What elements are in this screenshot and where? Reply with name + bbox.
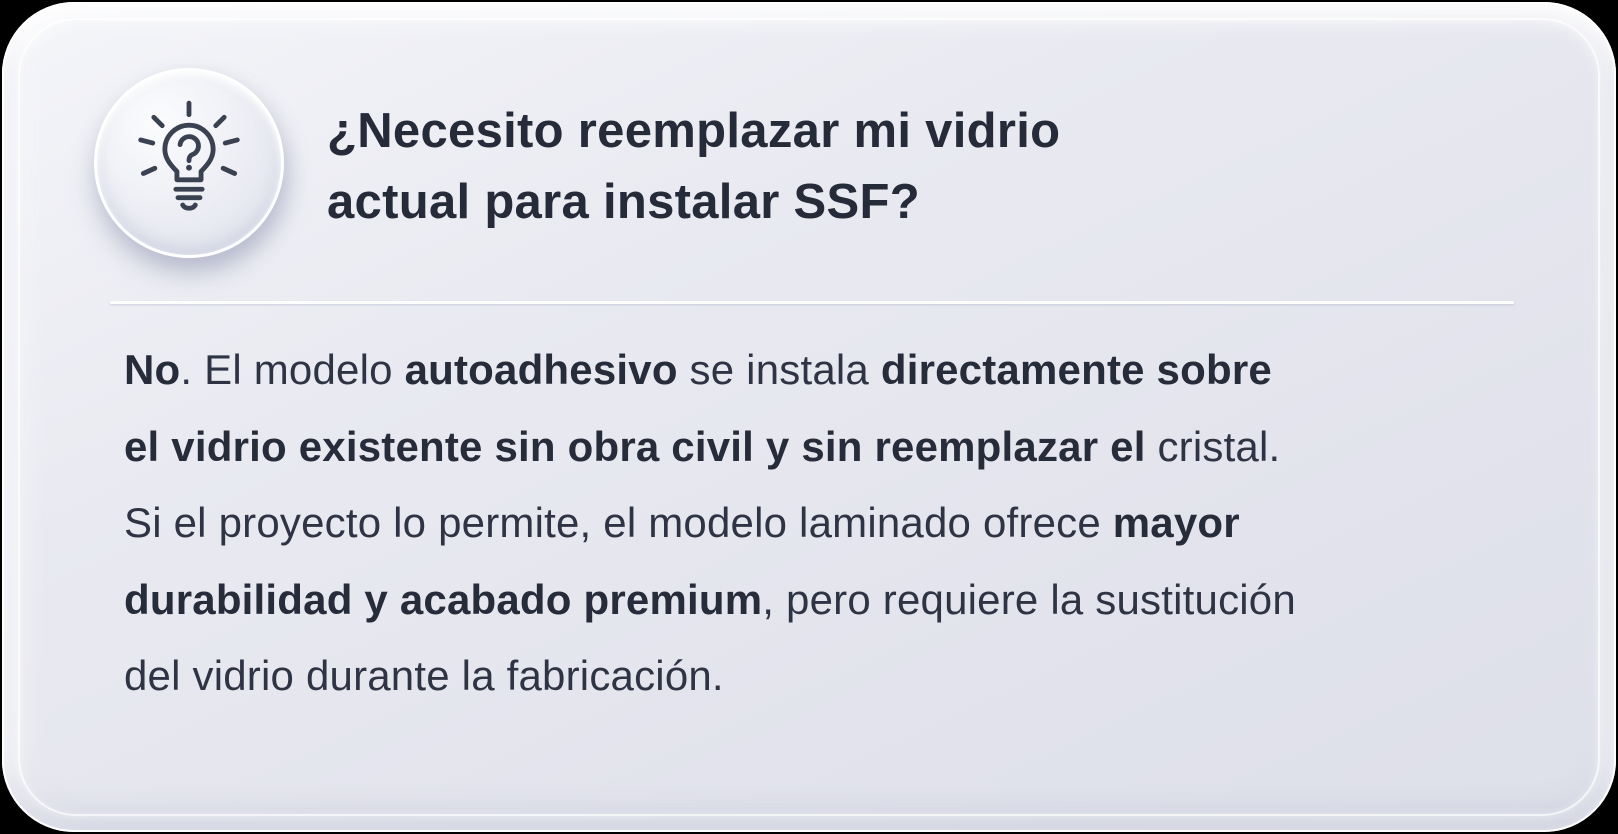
answer-line (124, 409, 1524, 486)
answer-text-segment: directamente sobre (880, 346, 1272, 393)
answer-text-segment: . El modelo (180, 346, 405, 393)
answer-text-segment: durabilidad y acabado premium (124, 575, 763, 623)
icon-badge (94, 68, 284, 258)
answer-text-segment: cristal. (1145, 422, 1281, 470)
answer-line (124, 485, 1524, 562)
faq-card (2, 2, 1616, 832)
answer-text-segment: se instala (677, 346, 881, 393)
answer-text-segment: , pero requiere la sustitución (762, 575, 1296, 623)
answer-line (124, 638, 1524, 715)
answer-text-segment: el vidrio existente sin obra civil y sin reemplazar el (124, 422, 1146, 470)
answer-text-segment: mayor (1112, 499, 1240, 546)
answer-text-segment: Si el proyecto lo permite, el modelo laminado ofrece (124, 499, 1113, 546)
answer-text-segment: autoadhesivo (404, 346, 678, 393)
answer-text-segment: del vidrio durante la fabricación. (124, 652, 724, 699)
answer-text-segment: No (124, 346, 181, 393)
question-title (327, 96, 1060, 238)
divider-line (110, 301, 1514, 304)
answer-line (124, 332, 1524, 409)
lightbulb-question-icon (126, 100, 252, 226)
question-title-line-2: actual para instalar SSF? (327, 175, 920, 229)
answer-line (124, 562, 1524, 639)
question-title-line-1: ¿Necesito reemplazar mi vidrio (327, 104, 1061, 158)
answer-paragraph (124, 332, 1524, 715)
